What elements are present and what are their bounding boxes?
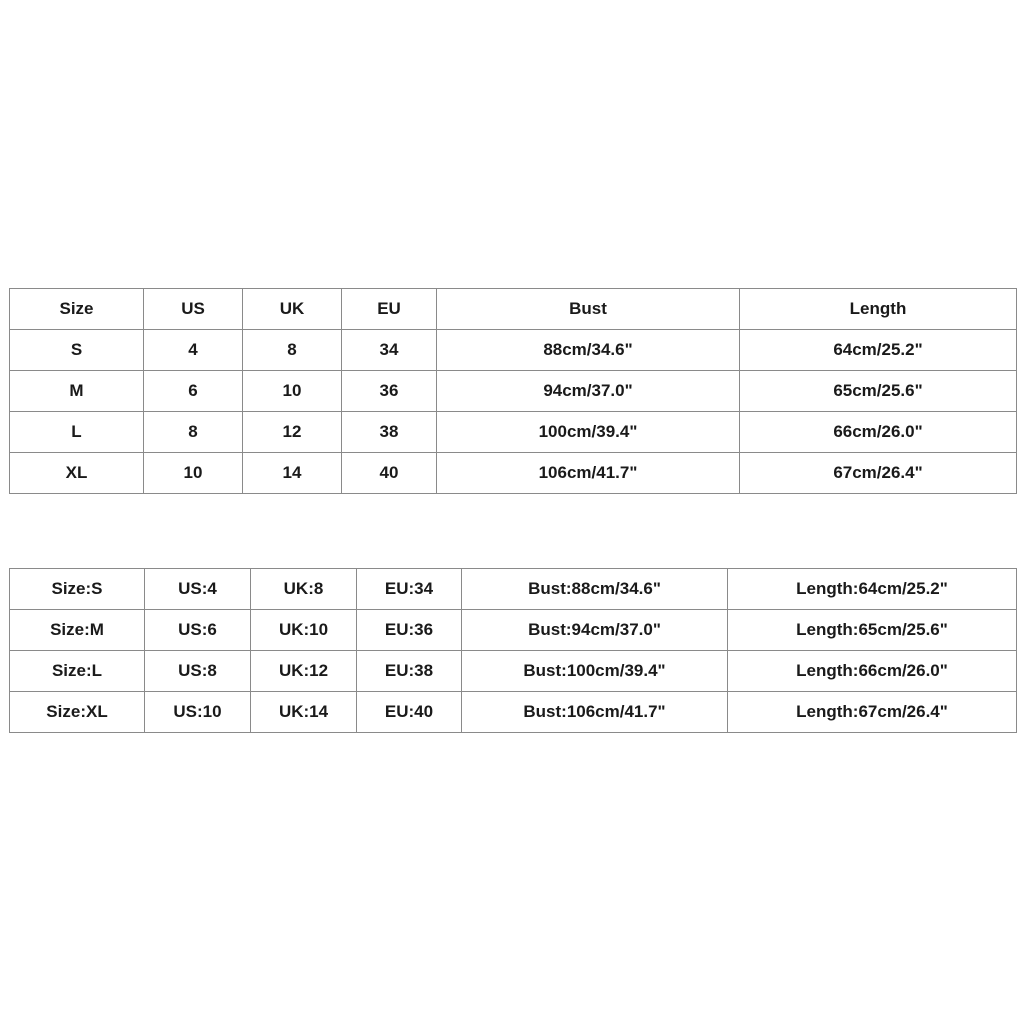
table-cell: 34 [342, 330, 437, 371]
table-cell: Length:67cm/26.4" [728, 692, 1017, 733]
table-cell: Length:64cm/25.2" [728, 569, 1017, 610]
table-row [10, 692, 1017, 733]
table-row [10, 651, 1017, 692]
table-cell: 67cm/26.4" [740, 453, 1017, 494]
table-cell: 100cm/39.4" [437, 412, 740, 453]
table-cell: Length:65cm/25.6" [728, 610, 1017, 651]
header-cell-bust: Bust [437, 289, 740, 330]
table-cell: 38 [342, 412, 437, 453]
table-cell: Size:S [10, 569, 145, 610]
table-cell: EU:36 [357, 610, 462, 651]
table-cell: US:8 [145, 651, 251, 692]
table-cell: Size:XL [10, 692, 145, 733]
table-cell: 4 [144, 330, 243, 371]
header-cell-uk: UK [243, 289, 342, 330]
table-cell: Size:L [10, 651, 145, 692]
table-cell: 36 [342, 371, 437, 412]
table-cell: UK:8 [251, 569, 357, 610]
table-cell: Bust:100cm/39.4" [462, 651, 728, 692]
table-cell: 8 [243, 330, 342, 371]
table-cell: XL [10, 453, 144, 494]
table-row [10, 453, 1017, 494]
table-cell: 66cm/26.0" [740, 412, 1017, 453]
table-cell: 88cm/34.6" [437, 330, 740, 371]
table-cell: Bust:106cm/41.7" [462, 692, 728, 733]
table-cell: S [10, 330, 144, 371]
table-cell: UK:14 [251, 692, 357, 733]
table-cell: UK:12 [251, 651, 357, 692]
table-header-row [10, 289, 1017, 330]
size-chart-table [9, 288, 1017, 494]
size-detail-table [9, 568, 1017, 733]
table-cell: 10 [144, 453, 243, 494]
table-cell: UK:10 [251, 610, 357, 651]
table-cell: Bust:88cm/34.6" [462, 569, 728, 610]
table-row [10, 610, 1017, 651]
table-cell: 8 [144, 412, 243, 453]
table-cell: M [10, 371, 144, 412]
table-cell: 94cm/37.0" [437, 371, 740, 412]
table-cell: EU:38 [357, 651, 462, 692]
table-cell: L [10, 412, 144, 453]
table-cell: Length:66cm/26.0" [728, 651, 1017, 692]
table-row [10, 371, 1017, 412]
table-cell: US:10 [145, 692, 251, 733]
table-cell: US:4 [145, 569, 251, 610]
table-cell: 64cm/25.2" [740, 330, 1017, 371]
table-cell: US:6 [145, 610, 251, 651]
header-cell-eu: EU [342, 289, 437, 330]
table-cell: 65cm/25.6" [740, 371, 1017, 412]
table-cell: EU:34 [357, 569, 462, 610]
table-row [10, 330, 1017, 371]
table-cell: Size:M [10, 610, 145, 651]
table-cell: 12 [243, 412, 342, 453]
table-cell: 10 [243, 371, 342, 412]
table-cell: 40 [342, 453, 437, 494]
header-cell-us: US [144, 289, 243, 330]
table-row [10, 412, 1017, 453]
table-cell: EU:40 [357, 692, 462, 733]
table-cell: Bust:94cm/37.0" [462, 610, 728, 651]
table-cell: 14 [243, 453, 342, 494]
table-cell: 106cm/41.7" [437, 453, 740, 494]
table-row [10, 569, 1017, 610]
table-cell: 6 [144, 371, 243, 412]
header-cell-size: Size [10, 289, 144, 330]
header-cell-length: Length [740, 289, 1017, 330]
